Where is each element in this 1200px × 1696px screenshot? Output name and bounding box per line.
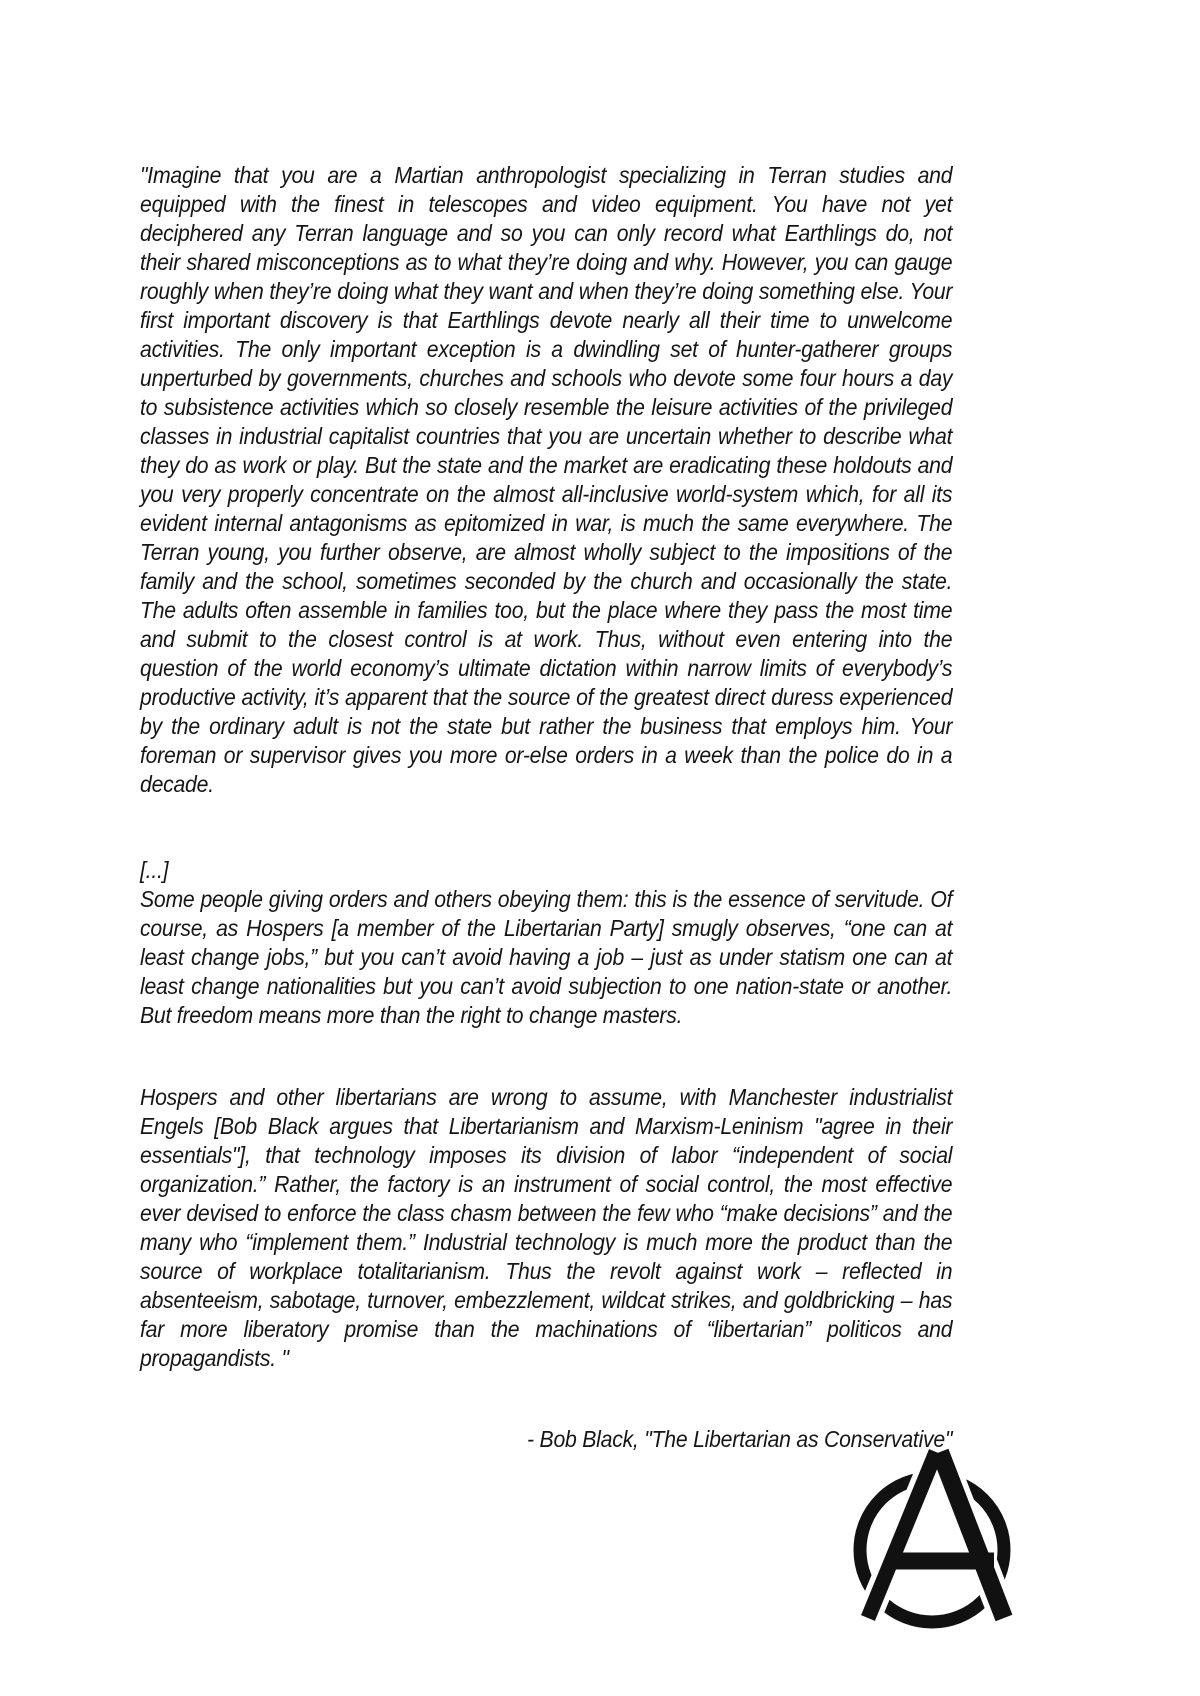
quote-text-block (140, 161, 952, 1454)
anarchy-symbol-icon (832, 1440, 1032, 1640)
quote-paragraph-3: Hospers and other libertarians are wrong to assume, with Manchester industrialist Engels [Bob Black argues that Libertarianism and Marxism-Leninism "agree in their essentials"], that technology imposes its division of labor “independent of social organization.” Rather, the factory is an instrument of social control, the most effective ever devised to enforce the class chasm between the few who “make decisions” and the many who “implement them.” Industrial technology is much more the product than the source of workplace totalitarianism. Thus the revolt against work – reflected in absenteeism, sabotage, turnover, embezzlement, wildcat strikes, and goldbricking – has far more liberatory promise than the machinations of “libertarian” politicos and propagandists. " (140, 1084, 953, 1371)
quote-paragraph-1: "Imagine that you are a Martian anthropologist specializing in Terran studies and equipped with the finest in telescopes and video equipment. You have not yet deciphered any Terran language and so you can only record what Earthlings do, not their shared misconceptions as to what they’re doing and why. However, you can gauge roughly when they’re doing what they want and when they’re doing something else. Your first important discovery is that Earthlings devote nearly all their time to unwelcome activities. The only important exception is a dwindling set of hunter-gatherer groups unperturbed by governments, churches and schools who devote some four hours a day to subsistence activities which so closely resemble the leisure activities of the privileged classes in industrial capitalist countries that you are uncertain whether to describe what they do as work or play. But the state and the market are eradicating these holdouts and you very properly concentrate on the almost all-inclusive world-system which, for all its evident internal antagonisms as epitomized in war, is much the same everywhere. The Terran young, you further observe, are almost wholly subject to the impositions of the family and the school, sometimes seconded by the church and occasionally the state. The adults often assemble in families too, but the place where they pass the most time and submit to the closest control is at work. Thus, without even entering into the question of the world economy’s ultimate dictation within narrow limits of everybody’s productive activity, it’s apparent that the source of the greatest direct duress experienced by the ordinary adult is not the state but rather the business that employs him. Your foreman or supervisor gives you more or-else orders in a week than the police do in a decade. (140, 162, 953, 797)
quote-paragraph-2: Some people giving orders and others obeying them: this is the essence of servitude. Of course, as Hospers [a member of the Libertarian Party] smugly observes, “one can at least change jobs,” but you can’t avoid having a job – just as under statism one can at least change nationalities but you can’t avoid subjection to one nation-state or another. But freedom means more than the right to change masters. (140, 886, 953, 1028)
ellipsis-marker: [...] (140, 857, 169, 883)
quote-attribution: - Bob Black, "The Libertarian as Conservative" (527, 1426, 953, 1452)
